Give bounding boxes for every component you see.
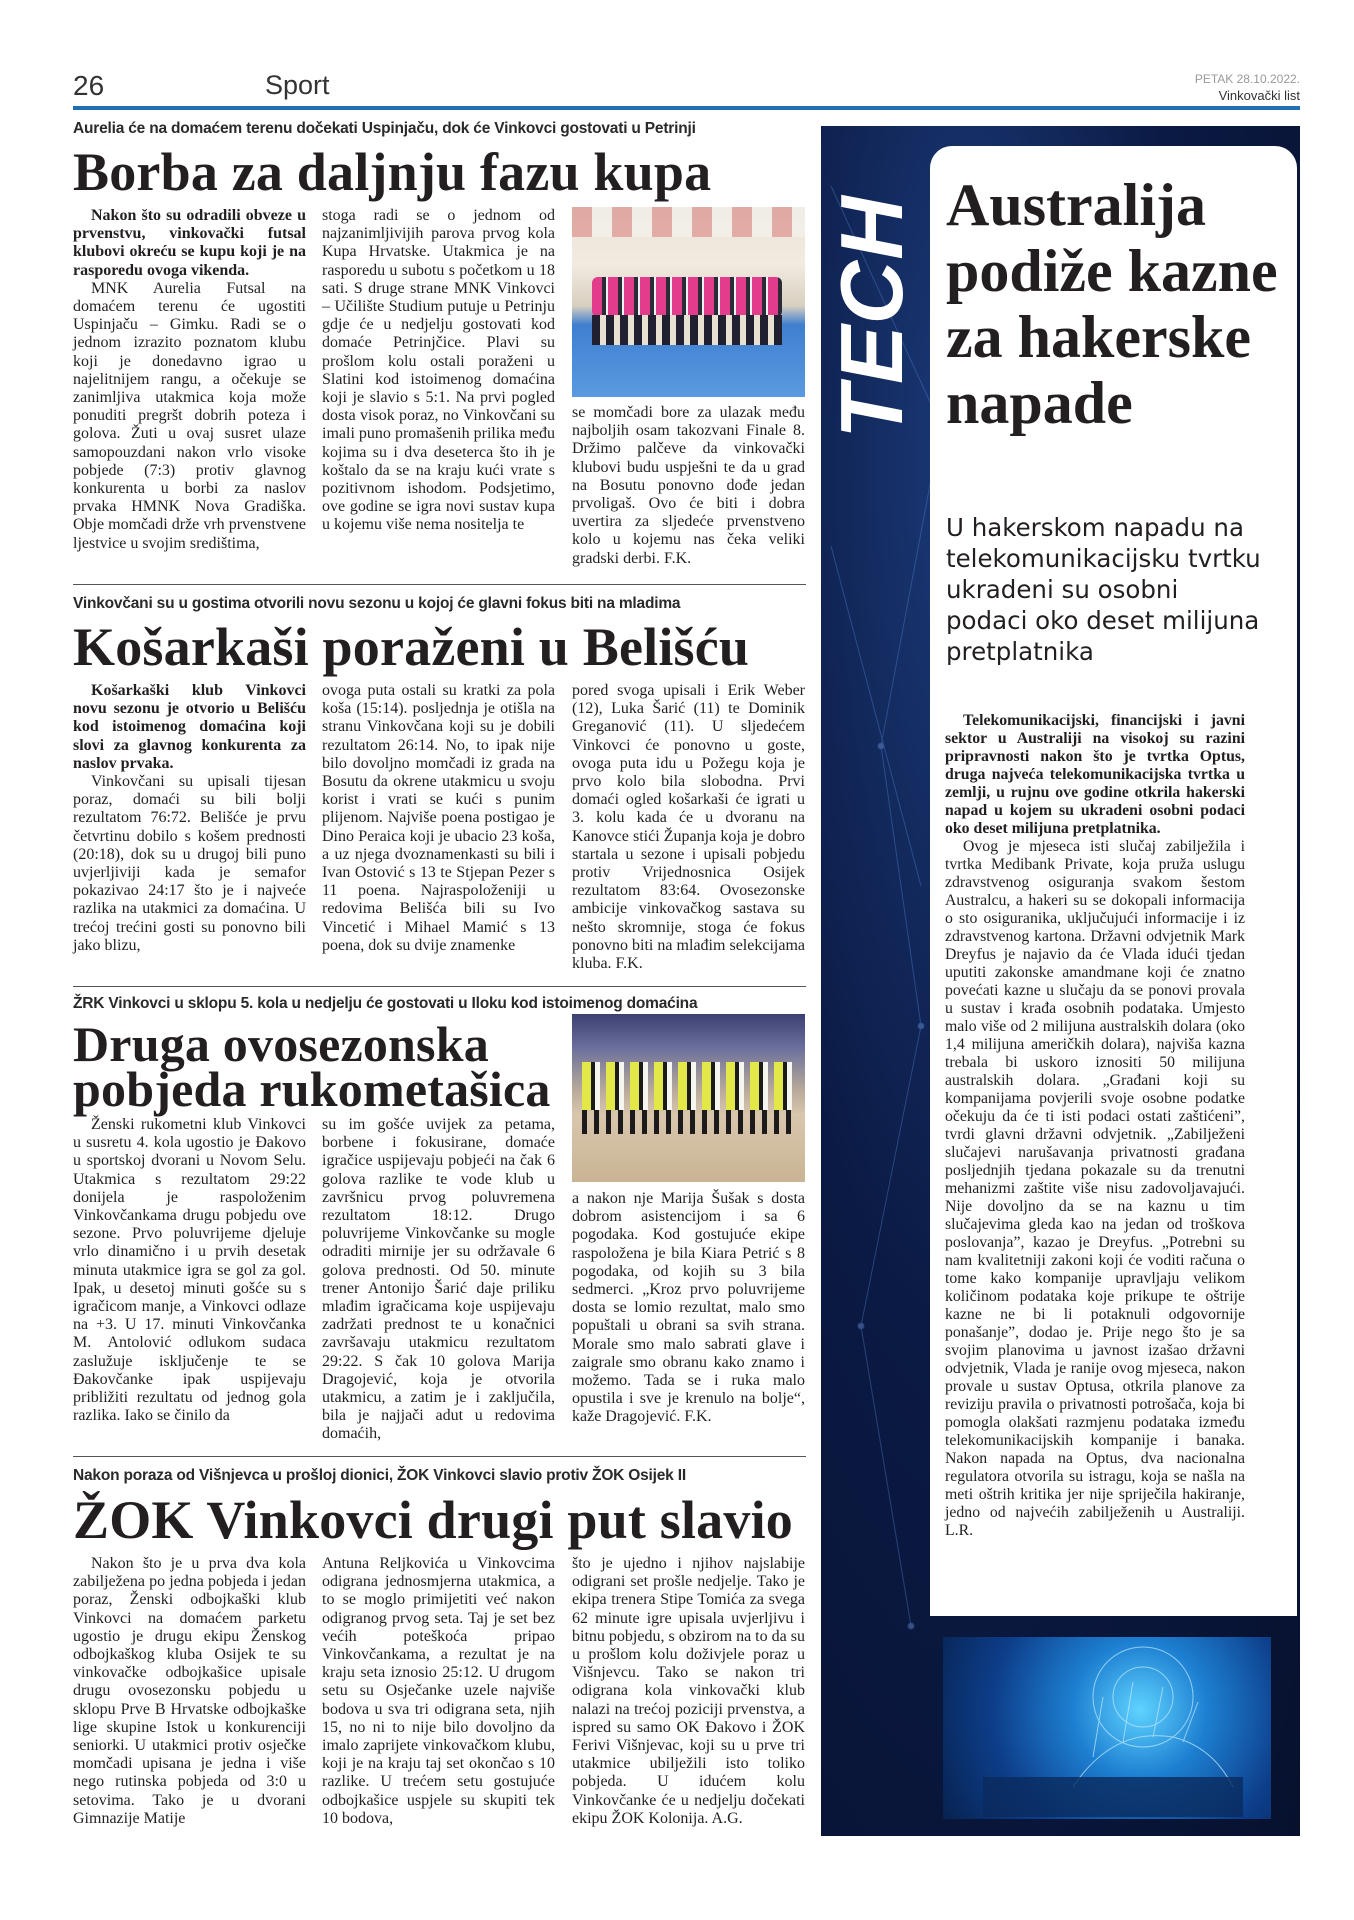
section-title: Sport: [265, 70, 330, 100]
futsal-team-photo: [572, 207, 805, 397]
digital-hand-icon: [943, 1637, 1271, 1819]
article1-kicker: Aurelia će na domaćem terenu dočekati Uspinjaču, dok će Vinkovci gostovati u Petrinji: [73, 120, 696, 137]
newspaper-name: Vinkovački list: [1218, 88, 1300, 103]
article2-lead: Košarkaški klub Vinkovci novu sezonu je otvorio u Belišću kod istoimenog domaćina koji slovi za glavnog konkurenta za naslov prvaka.: [73, 682, 306, 772]
article4-text-2: Antuna Reljkovića u Vinkovcima odigrana jednosmjerna utakmica, a to se moglo primijetiti već nakon odigranog prvog seta. Taj je set bez većih poteškoća pripao Vinkovčankama, a rezultat je na kraju seta iznosio 25:12. U drugom setu su Osječanke uzele najviše bodova u sva tri odigrana seta, njih 15, no ni to nije bilo dovoljno da imalo zaprijete vinkovačkom klubu, koji je na kraju taj set okončao s 10 razlike. U trećem setu gostujuće odbojkašice uspjele su skupiti tek 10 bodova,: [322, 1555, 555, 1827]
handball-players: [582, 1062, 797, 1110]
article3-text-3: a nakon nje Marija Šušak s dosta dobrom asistencijom i sa 6 pogodaka. Kod gostujuće ekipe raspoložena je bila Kiara Petrić s 8 pogodaka, od kojih su 3 bila sedmerci. „Kroz prvo poluvrijeme dosta se lomio rezultat, malo smo popuštali u obrani sa svih strana. Morale smo malo sabrati glave i zaigrale smo obranu kako znamo i možemo. Tada se i ruka malo opustila i sve je krenulo na bolje“, kaže Dragojević. F.K.: [572, 1190, 805, 1426]
tech-body: [945, 712, 1245, 1540]
article3-text-2: su im gošće uvijek za petama, borbene i fokusirane, domaće igračice uspijevaju pobjeći na čak 6 golova razlike te vode klub u završnicu prvog poluvremena rezultatom 18:12. Drugo poluvrijeme Vinkovčanke su mogle odraditi mirnije jer su održavale 6 golova prednosti. Od 50. minute trener Antonijo Šarić daje priliku mlađim igračicama koje uspijevaju zadržati prednost te u konačnici završavaju utakmicu rezultatom 29:22. S čak 10 golova Marija Dragojević, koja je otvorila utakmicu, a zatim je i zaključila, bila je najjači adut u redovima domaćih,: [322, 1116, 555, 1443]
article-divider: [73, 584, 806, 585]
article2-kicker: Vinkovčani su u gostima otvorili novu sezonu u kojoj će glavni fokus biti na mladima: [73, 595, 681, 612]
article4-column-3: [572, 1555, 805, 1828]
banners: [572, 207, 805, 237]
article4-text-1: Nakon što je u prva dva kola zabilježena po jedna pobjeda i jedan poraz, Ženski odbojkaški klub Vinkovci na domaćem parketu ugostio je drugu ekipu Ženskog odbojkaškog kluba Osijek te su vinkovačke odbojkašice upisale drugu ovosezonsku pobjedu u sklopu Prve B Hrvatske odbojkaške lige skupine Istok u konkurenciji seniorki. U utakmici protiv osječke momčadi upisana je jedna i više nego rutinska pobjeda od 3:0 u setovima. Tako je u dvorani Gimnazije Matije: [73, 1555, 306, 1827]
article1-text-3: se momčadi bore za ulazak među najboljih osam takozvani Finale 8. Držimo palčeve da vinkovački klubovi budu uspješni te da u grad na Bosutu ponovno dođe jedan prvoligaš. Ovo će biti i dobra uvertira za sljedeće prvenstveno kolo u kojemu nas čeka veliki gradski derbi. F.K.: [572, 404, 805, 567]
article3-headline-line2: pobjeda rukometašica: [73, 1061, 551, 1117]
article1-column-1: [73, 207, 306, 553]
article1-lead: Nakon što su odradili obveze u prvenstvu, vinkovački futsal klubovi okreću se kupu koji je na rasporedu ovoga vikenda.: [73, 207, 306, 279]
article-divider: [73, 1456, 806, 1457]
article1-text-1: MNK Aurelia Futsal na domaćem terenu će ugostiti Uspinjaču – Gimku. Radi se o jednom izrazito poznatom klubu koji je donedavno igrao u najelitnijem rangu, a očekuje se zanimljiva utakmica koja može ponuditi pregršt dobrih poteza i golova. Žuti u ovaj susret ulaze samopouzdani nakon vrlo visoke pobjede (7:3) protiv glavnog konkurenta u borbi za naslov prvaka HMNK Nova Gradiška. Obje momčadi drže vrh prvenstvene ljestvice u svojim središtima,: [73, 279, 306, 552]
tech-lead: Telekomunikacijski, financijski i javni sektor u Australiji na visokoj su razini pripravnosti nakon što je tvrtka Optus, druga najveća telekomunikacijska tvrtka u zemlji, u rujnu ove godine otkrila hakerski napad u kojem su ukradeni osobni podaci oko deset milijuna pretplatnika.: [945, 712, 1245, 837]
article4-column-2: [322, 1555, 555, 1828]
tech-label: TECH: [822, 195, 921, 439]
article3-text-1: Ženski rukometni klub Vinkovci u susretu 4. kola ugostio je Đakovo u sportskoj dvorani u Novom Selu. Utakmica s rezultatom 29:22 donijela je raspoloženim Vinkovčankama drugu pobjedu ove sezone. Prvo poluvrijeme djeluje vrlo dinamično i u prvih desetak minuta utakmice igra se gol za gol. Ipak, u desetoj minuti gošće su s igračicom manje, a Vinkovci odlaze na +3. U 17. minuti Vinkovčanka M. Antolović odlukom sudaca zaslužuje isključenje te se Đakovčanke ipak uspijevaju približiti rezultatu od jednog gola razlika. Iako se činilo da: [73, 1116, 306, 1425]
cyber-hand-laptop-image: [943, 1637, 1271, 1819]
article2-text-1: Vinkovčani su upisali tijesan poraz, domaći su bili bolji rezultatom 76:72. Belišće je prvu četvrtinu dobilo s košem prednosti (20:18), dok su u drugoj bili puno uvjerljiviji kada je semafor pokazivao 24:17 što je i najveće razlika na utakmici za domaćina. U trećoj trećini gosti su ponovno bili jako blizu,: [73, 773, 306, 954]
handball-players-legs: [582, 1110, 797, 1134]
article3-headline-line1: Druga ovosezonska: [73, 1016, 489, 1072]
article3-column-1: [73, 1116, 306, 1425]
article2-text-3: pored svoga upisali i Erik Weber (12), Luka Šarić (11) te Dominik Greganović (11). U sljedećem Vinkovci će ponovno u goste, ovoga puta idu u Požegu koja je prvo kolo bila slobodna. Prvi domaći ogled košarkaši će igrati u 3. kolu kada će u dvoranu na Kanovce stići Županja koja je dobro startala u sezone i upisali pobjedu protiv Vrijednosnica Osijek rezultatom 83:64. Ovosezonske ambicije vinkovačkog sastava su nešto skromnije, stoga će fokus ponovno biti na mlađim selekcijama kluba. F.K.: [572, 682, 805, 973]
article1-column-3: [572, 404, 805, 568]
header-rule: [73, 106, 1300, 110]
article2-headline: Košarkaši poraženi u Belišću: [73, 617, 750, 677]
article3-kicker: ŽRK Vinkovci u sklopu 5. kola u nedjelju će gostovati u Iloku kod istoimenog domaćina: [73, 995, 698, 1012]
article2-text-2: ovoga puta ostali su kratki za pola koša (15:14). posljednja je otišla na stranu Vinkovčana koji su je dobili rezultatom 26:14. No, to ipak nije bilo dovoljno momčadi iz grada na Bosutu da okrene utakmicu u svoju korist i vrati se kući s punim plijenom. Najviše poena postigao je Dino Peraica koji je ubacio 23 koša, a uz njega dvoznamenkasti su bili i Ivan Ostović s 13 te Stjepan Pezer s 11 poena. Najraspoloženiji u redovima Belišća bili su Ivo Vincetić i Mihael Mamić s 13 poena, dok su dvije znamenke: [322, 682, 555, 954]
tech-text: Ovog je mjeseca isti slučaj zabilježila i tvrtka Medibank Private, koja pruža uslugu zdravstvenog osiguranja svakom šestom Australcu, a hakeri su se dokopali informacija o sto osiguranika, uključujući informacije i iz zdravstvenog kartona. Državni odvjetnik Mark Dreyfus je najavio da će Vlada idući tjedan uputiti zakonske amandmane koji će znatno povećati kazne u slučaju da se ponovi provala u sustav i krađa osobnih podataka. Umjesto malo više od 2 milijuna australskih dolara (oko 1,4 milijuna američkih dolara), najviša kazna trebala bi uskoro iznositi 50 milijuna australskih dolara. „Građani koji su kompanijama povjerili svoje osobne podatke očekuju da će ti isti podaci ostati zaštićeni”, tvrdi glavni državni odvjetnik. „Zabilježeni slučajevi narušavanja privatnosti građana posljednjih tjedana pokazale su da trenutni mehanizmi zaštite više nisu zadovoljavajući. Nije dovoljno da se na kaznu u tim slučajevima gleda kao na jedan od troškova poslovanja”, kazao je Dreyfus. „Potrebni su nam kvalitetniji zakoni koji će voditi računa o tome kako kompanije upravljaju velikom količinom podataka koje prikupe te oštrije kazne ne bi li potaknuli odgovornije ponašanje”, dodao je. Prije nego što je sa svojim planovima u javnost izašao državni odvjetnik, Vlada je ranije ovog mjeseca, nakon provale u sustav Optusa, otkrila planove za reviziju pravila o privatnosti potrošača, koja bi pomogla olakšati razmjenu podataka između telekomunikacijskih kompanije i banaka. Nakon napada na Optus, dva nacionalna regulatora otvorila su istragu, koja se našla na meti oštrih kritika jer nije spriječila hakiranje, jedno od najvećih zabilježenih u Australiji. L.R.: [945, 838, 1245, 1539]
article3-headline: [73, 1016, 551, 1117]
article4-text-3: što je ujedno i njihov najslabije odigrani set prošle nedjelje. Tako je ekipa trenera Stipe Tomića za svega 62 minute igre upisala uvjerljivu i bitnu pobjedu, s obzirom na to da su u prošlom kolu doživjele poraz u Višnjevcu. Tako se nakon tri odigrana kola vinkovački klub nalazi na trećoj poziciji prvenstva, a ispred su samo OK Đakovo i ŽOK Ferivi Višnjevac, koji su u prve tri utakmice ubilježili isto toliko pobjeda. U idućem kolu Vinkovčanke će u nedjelju dočekati ekipu ŽOK Kolonija. A.G.: [572, 1555, 805, 1827]
tech-subheadline: U hakerskom napadu na telekomunikacijsku tvrtku ukradeni su osobni podaci oko deset milijuna pretplatnika: [946, 513, 1261, 666]
article-divider: [73, 986, 806, 987]
article1-headline: Borba za daljnju fazu kupa: [73, 142, 712, 202]
article2-column-1: [73, 682, 306, 955]
article4-column-1: [73, 1555, 306, 1828]
page-number: 26: [73, 70, 105, 101]
article3-column-3: [572, 1190, 805, 1427]
issue-date: PETAK 28.10.2022.: [1194, 72, 1300, 86]
article4-headline: ŽOK Vinkovci drugi put slavio: [73, 1490, 793, 1550]
article3-column-2: [322, 1116, 555, 1444]
article2-column-2: [322, 682, 555, 955]
article1-text-2: stoga radi se o jednom od najzanimljivijih parova prvog kola Kupa Hrvatske. Utakmica je na rasporedu u subotu s početkom u 18 sati. S druge strane MNK Vinkovci – Učilište Studium putuje u Petrinju gdje će u nedjelju gostovati kod domaće Petrinjčice. Plavi su prošlom kolu ostali poraženi u Slatini kod istoimenog domaćina koji je slavio s 5:1. Na prvi pogled dosta visok poraz, no Vinkovčani su imali puno promašenih prilika među kojima su i dva deseterca što ih je koštalo da se na kraju kući vrate s pozitivnom ishodom. Podsjetimo, ove godine se igra novi sustav kupa u kojemu više nema nositelja te: [322, 207, 555, 534]
article4-kicker: Nakon poraza od Višnjevca u prošloj dionici, ŽOK Vinkovci slavio protiv ŽOK Osijek II: [73, 1467, 686, 1484]
team-players: [592, 277, 782, 317]
handball-team-photo: [572, 1014, 805, 1182]
article1-column-2: [322, 207, 555, 535]
team-players-legs: [592, 315, 782, 345]
tech-headline: Australija podiže kazne za hakerske napade: [946, 172, 1278, 436]
article2-column-3: [572, 682, 805, 973]
